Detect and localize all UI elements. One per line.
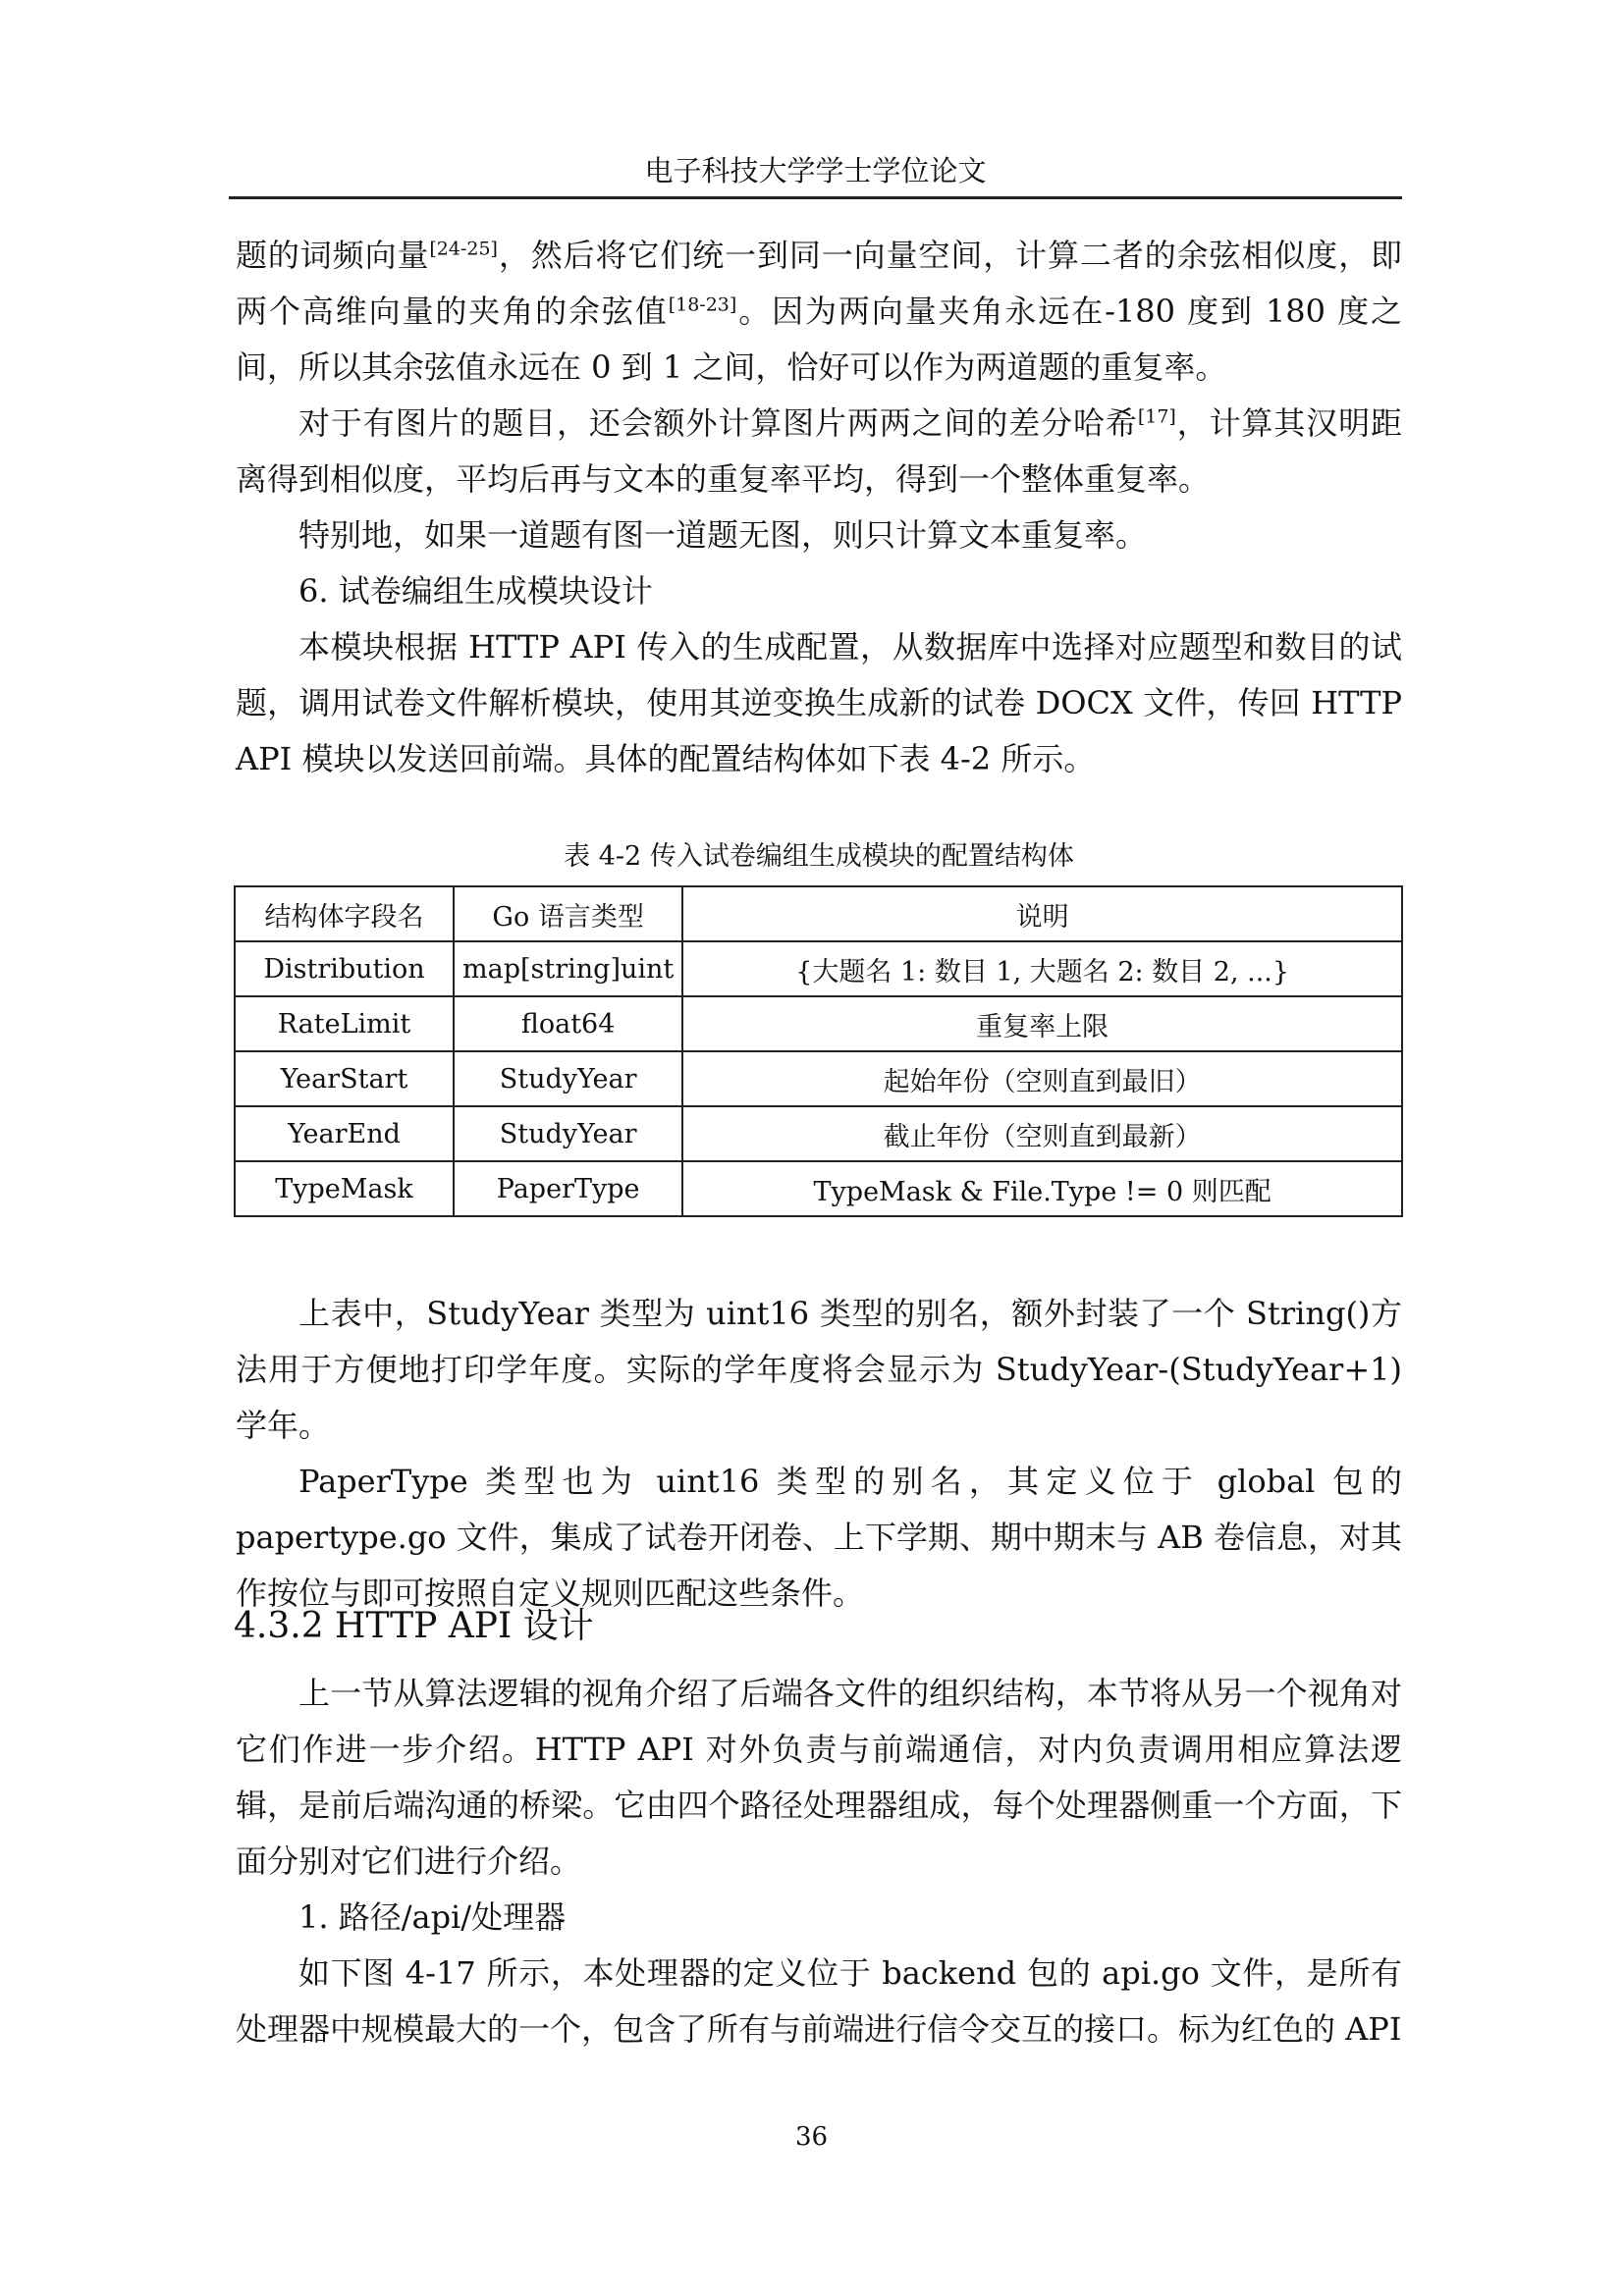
table-row [235, 1161, 1402, 1216]
table-row [235, 1106, 1402, 1161]
subheading-paper-generation: 6. 试卷编组生成模块设计 [298, 572, 653, 610]
table-row [235, 996, 1402, 1051]
paragraph-papertype: PaperType 类型也为 uint16 类型的别名，其定义位于 global 包的 papertype.go 文件，集成了试卷开闭卷、上下学期、期中期末与 AB 卷信息，对其作按位与即可按照自定义规则匹配这些条件。 [236, 1463, 1402, 1612]
paragraph-cosine: 题的词频向量[24-25]，然后将它们统一到同一向量空间，计算二者的余弦相似度，即两个高维向量的夹角的余弦值[18-23]。因为两向量夹角永远在-180 度到 180 度之间，所以其余弦值永远在 0 到 1 之间，恰好可以作为两道题的重复率。 [236, 237, 1402, 386]
text-block-3 [236, 1666, 1402, 2057]
table-cell: YearStart [235, 1051, 454, 1106]
table-cell: PaperType [454, 1161, 682, 1216]
table-caption: 表 4-2 传入试卷编组生成模块的配置结构体 [564, 841, 1074, 872]
table-cell: 起始年份（空则直到最旧） [682, 1051, 1402, 1106]
table-row [235, 941, 1402, 996]
table-cell: 截止年份（空则直到最新） [682, 1106, 1402, 1161]
table-cell: Distribution [235, 941, 454, 996]
header-cell: 结构体字段名 [235, 886, 454, 941]
running-header: 电子科技大学学士学位论文 [229, 149, 1402, 199]
table-cell: StudyYear [454, 1106, 682, 1161]
paragraph-api-handler: 如下图 4-17 所示，本处理器的定义位于 backend 包的 api.go 文件，是所有处理器中规模最大的一个，包含了所有与前端进行信令交互的接口。标为红色的 API [236, 1954, 1402, 2048]
section-heading: 4.3.2 HTTP API 设计 [234, 1606, 594, 1646]
paragraph-image-hash: 对于有图片的题目，还会额外计算图片两两之间的差分哈希[17]，计算其汉明距离得到相似度，平均后再与文本的重复率平均，得到一个整体重复率。 [236, 404, 1402, 498]
table-cell: YearEnd [235, 1106, 454, 1161]
header-cell: 说明 [682, 886, 1402, 941]
config-struct-table [234, 885, 1403, 1217]
header-cell: Go 语言类型 [454, 886, 682, 941]
page-number: 36 [794, 2122, 829, 2152]
table-cell: StudyYear [454, 1051, 682, 1106]
table-row [235, 1051, 1402, 1106]
table-cell: map[string]uint [454, 941, 682, 996]
table-cell: TypeMask [235, 1161, 454, 1216]
table-cell: TypeMask & File.Type != 0 则匹配 [682, 1161, 1402, 1216]
text-block-1 [236, 228, 1402, 787]
citation: [17] [1137, 405, 1176, 428]
paragraph-studyyear: 上表中，StudyYear 类型为 uint16 类型的别名，额外封装了一个 String()方法用于方便地打印学年度。实际的学年度将会显示为 StudyYear-(StudyYear+1)学年。 [236, 1295, 1402, 1444]
subheading-api-handler: 1. 路径/api/处理器 [298, 1898, 567, 1936]
table-header-row [235, 886, 1402, 941]
citation: [18-23] [668, 294, 737, 316]
paragraph-module-desc: 本模块根据 HTTP API 传入的生成配置，从数据库中选择对应题型和数目的试题，调用试卷文件解析模块，使用其逆变换生成新的试卷 DOCX 文件，传回 HTTP API 模块以发送回前端。具体的配置结构体如下表 4-2 所示。 [236, 628, 1402, 777]
paragraph-http-api-intro: 上一节从算法逻辑的视角介绍了后端各文件的组织结构，本节将从另一个视角对它们作进一步介绍。HTTP API 对外负责与前端通信，对内负责调用相应算法逻辑，是前后端沟通的桥梁。它由四个路径处理器组成，每个处理器侧重一个方面，下面分别对它们进行介绍。 [236, 1675, 1402, 1880]
table-cell: {大题名 1: 数目 1, 大题名 2: 数目 2, ...} [682, 941, 1402, 996]
text-block-2 [236, 1286, 1402, 1622]
table-cell: 重复率上限 [682, 996, 1402, 1051]
citation: [24-25] [429, 238, 498, 260]
table-cell: RateLimit [235, 996, 454, 1051]
paragraph-special-case: 特别地，如果一道题有图一道题无图，则只计算文本重复率。 [298, 516, 1148, 554]
table-cell: float64 [454, 996, 682, 1051]
